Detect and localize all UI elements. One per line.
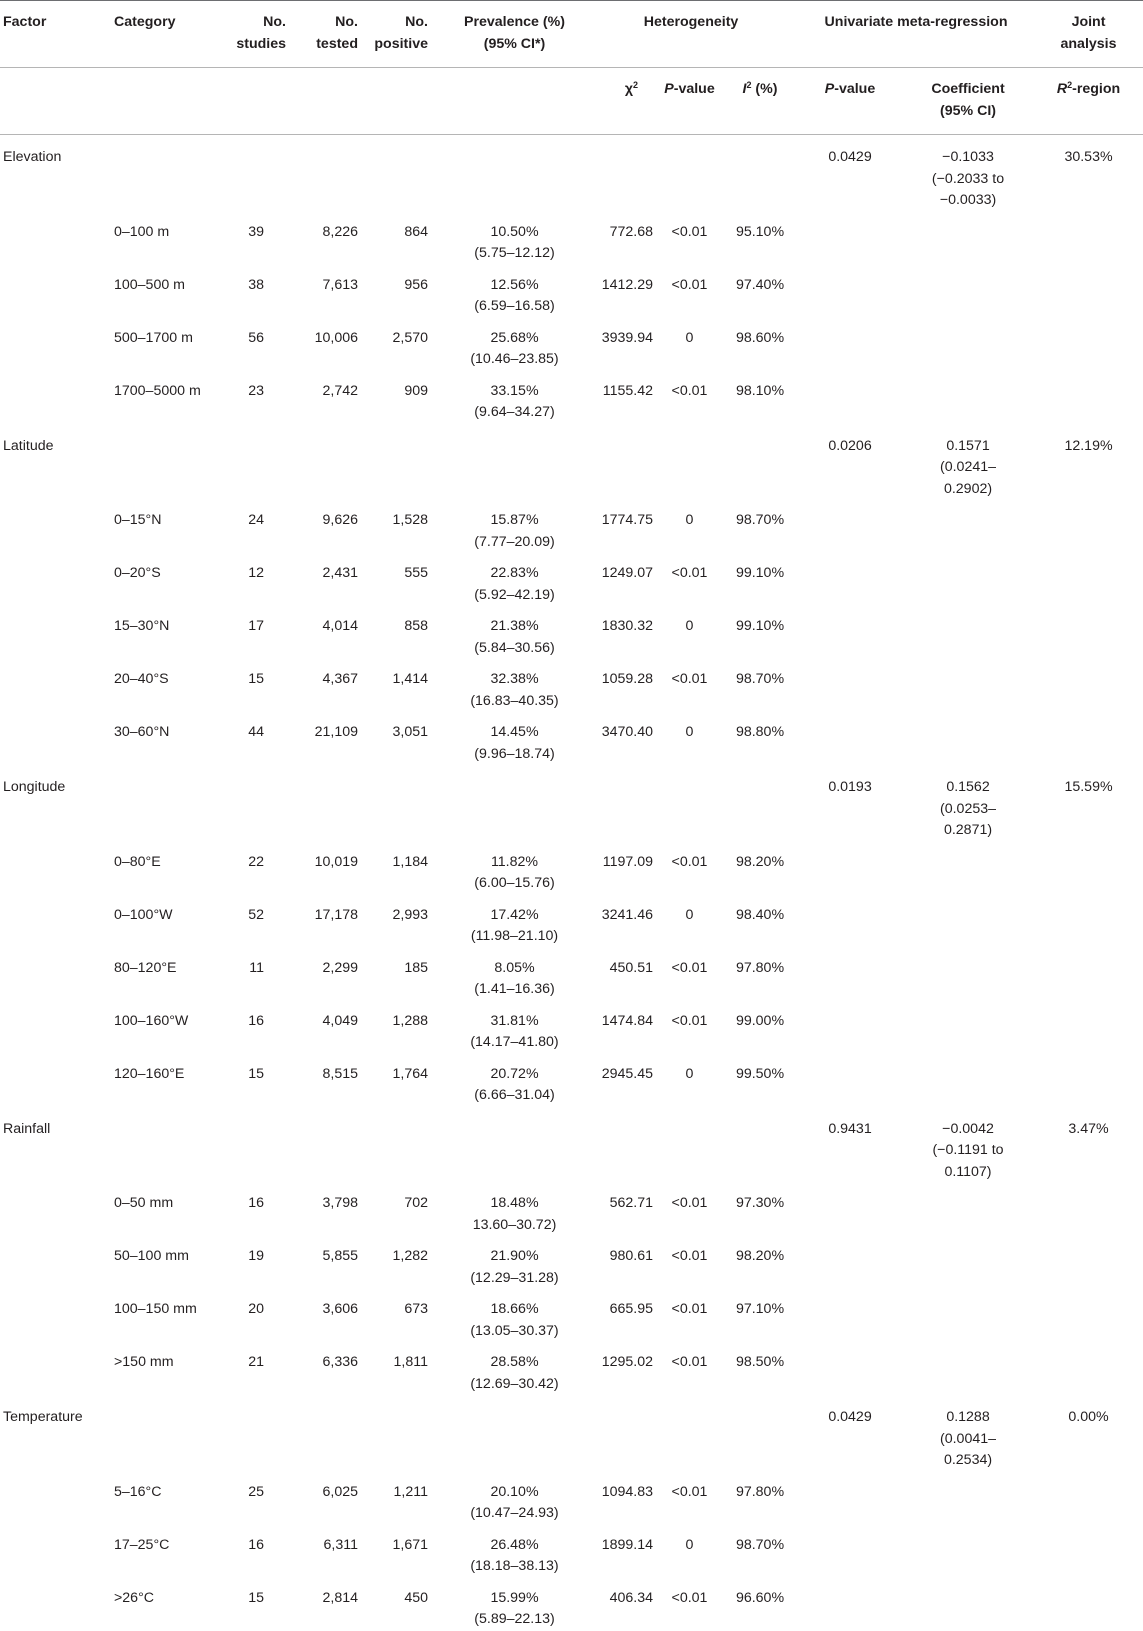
prevalence-cell: 26.48% (18.18–38.13) xyxy=(470,1536,559,1574)
category-cell: 100–150 mm xyxy=(114,1301,197,1317)
het-p-cell: 0 xyxy=(685,1065,694,1082)
i2-cell: 98.40% xyxy=(735,906,785,923)
i2-cell: 98.20% xyxy=(735,853,785,870)
factor-name: Rainfall xyxy=(3,1120,51,1137)
table-row xyxy=(0,212,1143,265)
het-p-cell: <0.01 xyxy=(671,671,708,687)
i2-cell: 97.10% xyxy=(735,1301,785,1317)
category-cell: 0–20°S xyxy=(114,565,161,581)
chi2-cell: 1059.28 xyxy=(601,671,653,687)
meta-coefficient: −0.0042 (−0.1191 to 0.1107) xyxy=(932,1120,1004,1180)
table-row xyxy=(0,1525,1143,1578)
chi2-cell: 1899.14 xyxy=(601,1536,653,1553)
i2-cell: 99.00% xyxy=(735,1012,785,1029)
r2-region-value: 15.59% xyxy=(1064,779,1113,795)
prevalence-cell: 15.87% (7.77–20.09) xyxy=(474,512,555,550)
tested-cell: 2,742 xyxy=(322,382,358,399)
i2-cell: 97.80% xyxy=(735,1483,785,1500)
i2-cell: 99.50% xyxy=(735,1065,785,1082)
chi2-cell: 1197.09 xyxy=(602,853,653,870)
i2-cell: 98.20% xyxy=(735,1248,785,1264)
meta-p-value: 0.0429 xyxy=(828,1409,872,1425)
table-row xyxy=(0,948,1143,1001)
tested-cell: 3,798 xyxy=(322,1195,358,1211)
category-cell: >150 mm xyxy=(114,1354,174,1370)
r2-region-value: 0.00% xyxy=(1068,1409,1109,1425)
chi2-cell: 772.68 xyxy=(609,223,653,240)
table-row xyxy=(0,371,1143,424)
meta-p-value: 0.9431 xyxy=(828,1120,872,1137)
category-cell: 0–100 m xyxy=(114,223,170,240)
header-positive: No. positive xyxy=(374,14,428,52)
studies-cell: 16 xyxy=(248,1536,264,1553)
r2-region-value: 30.53% xyxy=(1064,149,1113,165)
chi2-cell: 1295.02 xyxy=(601,1354,653,1370)
category-cell: 0–100°W xyxy=(114,906,173,923)
table-row xyxy=(0,1236,1143,1289)
header-prevalence: Prevalence (%) (95% CI*) xyxy=(464,14,565,52)
het-p-cell: <0.01 xyxy=(671,223,708,240)
positive-cell: 909 xyxy=(404,382,428,399)
het-p-cell: <0.01 xyxy=(671,1195,708,1211)
studies-cell: 16 xyxy=(248,1195,264,1211)
i2-cell: 96.60% xyxy=(735,1589,785,1606)
table-row xyxy=(0,842,1143,895)
studies-cell: 44 xyxy=(248,724,264,740)
category-cell: 15–30°N xyxy=(114,618,170,634)
r2-region-value: 3.47% xyxy=(1068,1120,1109,1137)
header-heterogeneity: Heterogeneity xyxy=(643,14,739,30)
table-row xyxy=(0,553,1143,606)
meta-coefficient: 0.1571 (0.0241– 0.2902) xyxy=(940,437,997,497)
factor-row xyxy=(0,1107,1143,1184)
table-row xyxy=(0,500,1143,553)
prevalence-cell: 11.82% (6.00–15.76) xyxy=(474,853,555,891)
studies-cell: 52 xyxy=(248,906,264,923)
table-row xyxy=(0,1054,1143,1107)
studies-cell: 11 xyxy=(249,959,264,976)
header-chi2: $\chi^2$ xyxy=(624,80,638,97)
header-joint: Joint analysis xyxy=(1060,14,1117,52)
chi2-cell: 1249.07 xyxy=(601,565,653,581)
chi2-cell: 3470.40 xyxy=(601,724,653,740)
factor-name: Temperature xyxy=(3,1409,83,1425)
positive-cell: 1,184 xyxy=(392,853,428,870)
category-cell: 20–40°S xyxy=(114,671,169,687)
studies-cell: 15 xyxy=(248,1065,264,1082)
tested-cell: 2,299 xyxy=(322,959,358,976)
category-cell: 100–160°W xyxy=(114,1012,189,1029)
studies-cell: 24 xyxy=(248,512,264,528)
meta-coefficient: 0.1562 (0.0253– 0.2871) xyxy=(940,779,997,838)
positive-cell: 1,528 xyxy=(392,512,428,528)
positive-cell: 864 xyxy=(404,223,428,240)
prevalence-cell: 22.83% (5.92–42.19) xyxy=(474,565,555,603)
i2-cell: 98.80% xyxy=(735,724,785,740)
studies-cell: 25 xyxy=(248,1483,264,1500)
prevalence-cell: 21.38% (5.84–30.56) xyxy=(474,618,555,656)
tested-cell: 2,814 xyxy=(322,1589,358,1606)
chi2-cell: 562.71 xyxy=(609,1195,653,1211)
positive-cell: 1,671 xyxy=(392,1536,428,1553)
prevalence-cell: 18.48% 13.60–30.72) xyxy=(472,1195,557,1233)
i2-cell: 98.10% xyxy=(735,382,785,399)
category-cell: >26°C xyxy=(114,1589,154,1606)
i2-cell: 98.50% xyxy=(735,1354,785,1370)
table-row xyxy=(0,659,1143,712)
positive-cell: 673 xyxy=(404,1301,428,1317)
chi2-cell: 1830.32 xyxy=(601,618,653,634)
chi2-cell: 1155.42 xyxy=(602,382,653,399)
meta-coefficient: 0.1288 (0.0041– 0.2534) xyxy=(940,1409,997,1468)
category-cell: 100–500 m xyxy=(114,276,185,293)
r2-region-value: 12.19% xyxy=(1064,437,1113,454)
table-row xyxy=(0,1342,1143,1395)
het-p-cell: <0.01 xyxy=(671,1012,708,1029)
category-cell: 80–120°E xyxy=(114,959,177,976)
chi2-cell: 3241.46 xyxy=(601,906,653,923)
het-p-cell: 0 xyxy=(685,724,694,740)
studies-cell: 38 xyxy=(248,276,264,293)
header-row-main xyxy=(0,1,1143,68)
table-row xyxy=(0,1472,1143,1525)
tested-cell: 10,019 xyxy=(314,853,358,870)
positive-cell: 2,570 xyxy=(392,329,428,346)
i2-cell: 98.70% xyxy=(735,671,785,687)
header-i2: $I^2$ (%) xyxy=(742,80,778,97)
prevalence-cell: 15.99% (5.89–22.13) xyxy=(474,1589,555,1627)
i2-cell: 99.10% xyxy=(735,565,785,581)
table-row xyxy=(0,712,1143,765)
prevalence-cell: 28.58% (12.69–30.42) xyxy=(470,1354,559,1392)
category-cell: 30–60°N xyxy=(114,724,170,740)
het-p-cell: 0 xyxy=(685,329,694,346)
tested-cell: 8,226 xyxy=(322,223,358,240)
factor-row xyxy=(0,424,1143,501)
het-p-cell: <0.01 xyxy=(671,853,708,870)
header-tested: No. tested xyxy=(316,14,358,52)
tested-cell: 7,613 xyxy=(322,276,358,293)
factor-name: Elevation xyxy=(3,149,62,165)
positive-cell: 450 xyxy=(404,1589,428,1606)
header-factor: Factor xyxy=(3,14,47,30)
positive-cell: 702 xyxy=(404,1195,428,1211)
tested-cell: 4,014 xyxy=(322,618,358,634)
positive-cell: 1,414 xyxy=(392,671,428,687)
tested-cell: 9,626 xyxy=(322,512,358,528)
meta-p-value: 0.0193 xyxy=(828,779,872,795)
chi2-cell: 1412.29 xyxy=(601,276,653,293)
studies-cell: 12 xyxy=(248,565,264,581)
studies-cell: 21 xyxy=(248,1354,264,1370)
table-row xyxy=(0,606,1143,659)
header-het-pvalue: P-value xyxy=(664,81,715,97)
tested-cell: 5,855 xyxy=(322,1248,358,1264)
het-p-cell: 0 xyxy=(685,1536,694,1553)
positive-cell: 185 xyxy=(404,959,428,976)
i2-cell: 99.10% xyxy=(735,618,785,634)
het-p-cell: <0.01 xyxy=(671,1589,708,1606)
header-row-sub xyxy=(0,68,1143,135)
prevalence-cell: 32.38% (16.83–40.35) xyxy=(470,671,559,709)
table-body xyxy=(0,135,1143,1631)
prevalence-cell: 33.15% (9.64–34.27) xyxy=(474,382,555,420)
positive-cell: 555 xyxy=(404,565,428,581)
tested-cell: 6,311 xyxy=(323,1536,358,1553)
header-r2-region: $R^2$-region xyxy=(1056,80,1121,97)
positive-cell: 1,764 xyxy=(392,1065,428,1082)
category-cell: 500–1700 m xyxy=(114,329,193,346)
positive-cell: 858 xyxy=(404,618,428,634)
factor-row xyxy=(0,135,1143,212)
chi2-cell: 665.95 xyxy=(609,1301,653,1317)
table-row xyxy=(0,895,1143,948)
het-p-cell: 0 xyxy=(685,906,694,923)
studies-cell: 22 xyxy=(248,853,264,870)
i2-cell: 97.80% xyxy=(735,959,785,976)
positive-cell: 1,211 xyxy=(393,1483,428,1500)
positive-cell: 956 xyxy=(404,276,428,293)
studies-cell: 19 xyxy=(248,1248,264,1264)
studies-cell: 16 xyxy=(248,1012,264,1029)
tested-cell: 17,178 xyxy=(314,906,358,923)
table-row xyxy=(0,318,1143,371)
prevalence-cell: 10.50% (5.75–12.12) xyxy=(474,223,555,261)
category-cell: 5–16°C xyxy=(114,1483,162,1500)
meta-p-value: 0.0429 xyxy=(828,149,872,165)
prevalence-cell: 18.66% (13.05–30.37) xyxy=(470,1301,559,1339)
tested-cell: 3,606 xyxy=(322,1301,358,1317)
positive-cell: 3,051 xyxy=(392,724,428,740)
tested-cell: 6,025 xyxy=(322,1483,358,1500)
prevalence-cell: 17.42% (11.98–21.10) xyxy=(470,906,559,944)
category-cell: 1700–5000 m xyxy=(114,382,201,399)
header-univariate: Univariate meta-regression xyxy=(824,14,1008,30)
studies-cell: 20 xyxy=(248,1301,264,1317)
i2-cell: 98.70% xyxy=(735,512,785,528)
prevalence-cell: 12.56% (6.59–16.58) xyxy=(474,276,555,314)
prevalence-cell: 20.10% (10.47–24.93) xyxy=(470,1483,559,1521)
positive-cell: 1,811 xyxy=(393,1354,428,1370)
studies-cell: 17 xyxy=(248,618,264,634)
het-p-cell: <0.01 xyxy=(671,382,708,399)
i2-cell: 97.30% xyxy=(735,1195,785,1211)
header-category: Category xyxy=(114,14,176,30)
tested-cell: 21,109 xyxy=(314,724,358,740)
tested-cell: 6,336 xyxy=(322,1354,358,1370)
het-p-cell: <0.01 xyxy=(671,959,708,976)
chi2-cell: 450.51 xyxy=(609,959,653,976)
het-p-cell: <0.01 xyxy=(671,1354,708,1370)
category-cell: 0–80°E xyxy=(114,853,161,870)
factor-name: Longitude xyxy=(3,779,66,795)
meta-p-value: 0.0206 xyxy=(828,437,872,454)
i2-cell: 97.40% xyxy=(735,276,785,293)
table-row xyxy=(0,1289,1143,1342)
chi2-cell: 1474.84 xyxy=(601,1012,653,1029)
het-p-cell: <0.01 xyxy=(671,1483,708,1500)
chi2-cell: 1774.75 xyxy=(601,512,653,528)
het-p-cell: 0 xyxy=(685,512,694,528)
het-p-cell: <0.01 xyxy=(671,1301,708,1317)
chi2-cell: 980.61 xyxy=(609,1248,653,1264)
header-studies: No. studies xyxy=(236,14,286,52)
i2-cell: 98.70% xyxy=(735,1536,785,1553)
prevalence-cell: 21.90% (12.29–31.28) xyxy=(470,1248,559,1286)
factor-row xyxy=(0,765,1143,842)
table-row xyxy=(0,1183,1143,1236)
tested-cell: 10,006 xyxy=(314,329,358,346)
table-row xyxy=(0,1001,1143,1054)
meta-coefficient: −0.1033 (−0.2033 to −0.0033) xyxy=(931,149,1005,208)
factor-row xyxy=(0,1395,1143,1472)
het-p-cell: <0.01 xyxy=(671,565,708,581)
prevalence-cell: 25.68% (10.46–23.85) xyxy=(470,329,559,367)
prevalence-cell: 14.45% (9.96–18.74) xyxy=(474,724,555,762)
tested-cell: 2,431 xyxy=(322,565,358,581)
tested-cell: 4,367 xyxy=(322,671,358,687)
studies-cell: 15 xyxy=(248,671,264,687)
category-cell: 17–25°C xyxy=(114,1536,170,1553)
category-cell: 50–100 mm xyxy=(114,1248,189,1264)
prevalence-cell: 8.05% (1.41–16.36) xyxy=(474,959,555,997)
category-cell: 0–50 mm xyxy=(114,1195,174,1211)
studies-cell: 39 xyxy=(248,223,264,240)
i2-cell: 98.60% xyxy=(735,329,785,346)
chi2-cell: 2945.45 xyxy=(601,1065,653,1082)
tested-cell: 4,049 xyxy=(322,1012,358,1029)
chi2-cell: 1094.83 xyxy=(601,1483,653,1500)
i2-cell: 95.10% xyxy=(735,223,785,240)
prevalence-cell: 31.81% (14.17–41.80) xyxy=(470,1012,559,1050)
prevalence-cell: 20.72% (6.66–31.04) xyxy=(474,1065,555,1103)
het-p-cell: <0.01 xyxy=(671,276,708,293)
positive-cell: 1,288 xyxy=(392,1012,428,1029)
table-row xyxy=(0,265,1143,318)
tested-cell: 8,515 xyxy=(322,1065,358,1082)
positive-cell: 1,282 xyxy=(392,1248,428,1264)
het-p-cell: <0.01 xyxy=(671,1248,708,1264)
header-coefficient: Coefficient (95% CI) xyxy=(931,81,1005,119)
table-row xyxy=(0,1578,1143,1631)
chi2-cell: 3939.94 xyxy=(601,329,653,346)
studies-cell: 15 xyxy=(248,1589,264,1606)
chi2-cell: 406.34 xyxy=(609,1589,653,1606)
category-cell: 0–15°N xyxy=(114,512,162,528)
positive-cell: 2,993 xyxy=(392,906,428,923)
category-cell: 120–160°E xyxy=(114,1065,185,1082)
het-p-cell: 0 xyxy=(685,618,694,634)
header-uni-pvalue: P-value xyxy=(824,81,876,97)
studies-cell: 23 xyxy=(248,382,264,399)
factor-name: Latitude xyxy=(3,437,54,454)
studies-cell: 56 xyxy=(248,329,264,346)
